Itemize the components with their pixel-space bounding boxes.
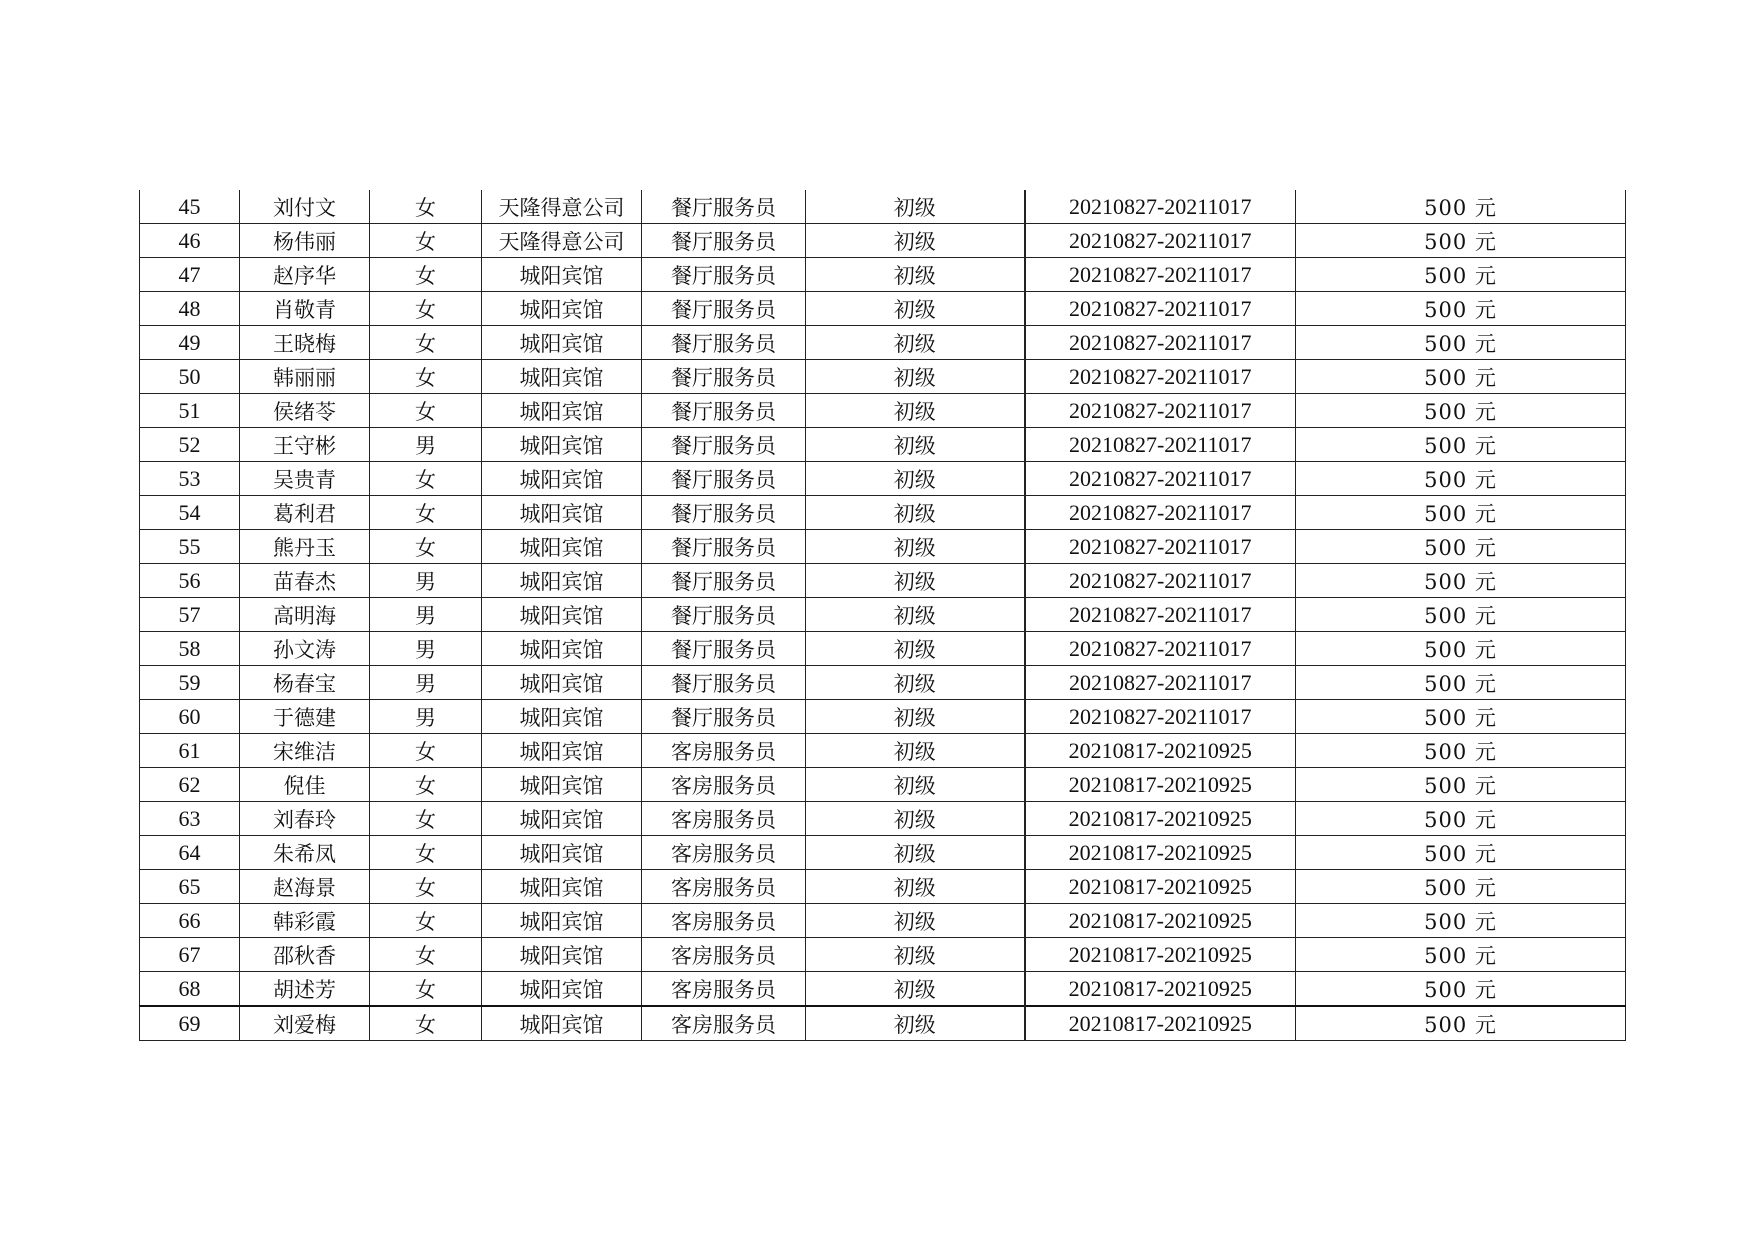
- company-cell: 城阳宾馆: [482, 666, 642, 700]
- table-row: [140, 734, 1626, 768]
- row-number-cell: 63: [140, 802, 240, 836]
- level-cell: 初级: [806, 972, 1025, 1007]
- job-title-cell: 客房服务员: [642, 836, 806, 870]
- gender-cell: 女: [370, 292, 482, 326]
- row-number-cell: 55: [140, 530, 240, 564]
- table-row: [140, 700, 1626, 734]
- level-cell: 初级: [806, 938, 1025, 972]
- row-number-cell: 57: [140, 598, 240, 632]
- company-cell: 天隆得意公司: [482, 190, 642, 224]
- row-number-cell: 46: [140, 224, 240, 258]
- name-cell: 宋维洁: [240, 734, 370, 768]
- level-cell: 初级: [806, 632, 1025, 666]
- training-period-cell: 20210827-20211017: [1025, 462, 1296, 496]
- row-number-cell: 59: [140, 666, 240, 700]
- level-cell: 初级: [806, 258, 1025, 292]
- level-cell: 初级: [806, 292, 1025, 326]
- training-period-cell: 20210827-20211017: [1025, 700, 1296, 734]
- training-period-cell: 20210827-20211017: [1025, 394, 1296, 428]
- gender-cell: 女: [370, 870, 482, 904]
- name-cell: 苗春杰: [240, 564, 370, 598]
- company-cell: 城阳宾馆: [482, 496, 642, 530]
- level-cell: 初级: [806, 734, 1025, 768]
- level-cell: 初级: [806, 496, 1025, 530]
- gender-cell: 女: [370, 734, 482, 768]
- job-title-cell: 餐厅服务员: [642, 292, 806, 326]
- training-period-cell: 20210827-20211017: [1025, 326, 1296, 360]
- gender-cell: 男: [370, 598, 482, 632]
- table-row: [140, 904, 1626, 938]
- gender-cell: 女: [370, 836, 482, 870]
- gender-cell: 男: [370, 700, 482, 734]
- training-period-cell: 20210827-20211017: [1025, 258, 1296, 292]
- name-cell: 邵秋香: [240, 938, 370, 972]
- table-row: [140, 768, 1626, 802]
- table-row: [140, 530, 1626, 564]
- company-cell: 城阳宾馆: [482, 938, 642, 972]
- name-cell: 熊丹玉: [240, 530, 370, 564]
- gender-cell: 男: [370, 632, 482, 666]
- company-cell: 城阳宾馆: [482, 462, 642, 496]
- level-cell: 初级: [806, 564, 1025, 598]
- gender-cell: 女: [370, 360, 482, 394]
- table-row: [140, 428, 1626, 462]
- amount-cell: 500 元: [1296, 190, 1626, 224]
- gender-cell: 女: [370, 904, 482, 938]
- row-number-cell: 54: [140, 496, 240, 530]
- job-title-cell: 客房服务员: [642, 870, 806, 904]
- company-cell: 城阳宾馆: [482, 292, 642, 326]
- row-number-cell: 48: [140, 292, 240, 326]
- name-cell: 肖敬青: [240, 292, 370, 326]
- row-number-cell: 56: [140, 564, 240, 598]
- name-cell: 王晓梅: [240, 326, 370, 360]
- job-title-cell: 餐厅服务员: [642, 666, 806, 700]
- row-number-cell: 60: [140, 700, 240, 734]
- training-period-cell: 20210827-20211017: [1025, 632, 1296, 666]
- training-period-cell: 20210817-20210925: [1025, 734, 1296, 768]
- training-period-cell: 20210817-20210925: [1025, 904, 1296, 938]
- row-number-cell: 45: [140, 190, 240, 224]
- amount-cell: 500 元: [1296, 768, 1626, 802]
- gender-cell: 女: [370, 258, 482, 292]
- job-title-cell: 餐厅服务员: [642, 598, 806, 632]
- gender-cell: 女: [370, 530, 482, 564]
- training-period-cell: 20210817-20210925: [1025, 768, 1296, 802]
- row-number-cell: 52: [140, 428, 240, 462]
- table-row: [140, 836, 1626, 870]
- company-cell: 城阳宾馆: [482, 836, 642, 870]
- table-row: [140, 870, 1626, 904]
- level-cell: 初级: [806, 394, 1025, 428]
- name-cell: 王守彬: [240, 428, 370, 462]
- job-title-cell: 餐厅服务员: [642, 462, 806, 496]
- gender-cell: 女: [370, 938, 482, 972]
- row-number-cell: 47: [140, 258, 240, 292]
- training-period-cell: 20210827-20211017: [1025, 496, 1296, 530]
- name-cell: 刘爱梅: [240, 1006, 370, 1041]
- table-row: [140, 292, 1626, 326]
- gender-cell: 女: [370, 496, 482, 530]
- company-cell: 城阳宾馆: [482, 326, 642, 360]
- level-cell: 初级: [806, 1006, 1025, 1041]
- gender-cell: 女: [370, 394, 482, 428]
- amount-cell: 500 元: [1296, 938, 1626, 972]
- level-cell: 初级: [806, 802, 1025, 836]
- row-number-cell: 69: [140, 1006, 240, 1041]
- row-number-cell: 68: [140, 972, 240, 1007]
- table-row: [140, 496, 1626, 530]
- level-cell: 初级: [806, 224, 1025, 258]
- level-cell: 初级: [806, 190, 1025, 224]
- amount-cell: 500 元: [1296, 326, 1626, 360]
- training-period-cell: 20210817-20210925: [1025, 870, 1296, 904]
- job-title-cell: 客房服务员: [642, 802, 806, 836]
- amount-cell: 500 元: [1296, 972, 1626, 1007]
- table-row: [140, 972, 1626, 1007]
- name-cell: 葛利君: [240, 496, 370, 530]
- table-body: [140, 190, 1626, 1041]
- job-title-cell: 餐厅服务员: [642, 258, 806, 292]
- row-number-cell: 66: [140, 904, 240, 938]
- level-cell: 初级: [806, 836, 1025, 870]
- amount-cell: 500 元: [1296, 870, 1626, 904]
- name-cell: 于德建: [240, 700, 370, 734]
- table-row: [140, 190, 1626, 224]
- training-period-cell: 20210827-20211017: [1025, 530, 1296, 564]
- table-row: [140, 938, 1626, 972]
- row-number-cell: 61: [140, 734, 240, 768]
- company-cell: 城阳宾馆: [482, 734, 642, 768]
- training-period-cell: 20210817-20210925: [1025, 938, 1296, 972]
- table-row: [140, 802, 1626, 836]
- row-number-cell: 58: [140, 632, 240, 666]
- level-cell: 初级: [806, 666, 1025, 700]
- table-row: [140, 224, 1626, 258]
- amount-cell: 500 元: [1296, 734, 1626, 768]
- gender-cell: 男: [370, 666, 482, 700]
- training-period-cell: 20210817-20210925: [1025, 836, 1296, 870]
- amount-cell: 500 元: [1296, 598, 1626, 632]
- amount-cell: 500 元: [1296, 224, 1626, 258]
- name-cell: 侯绪苓: [240, 394, 370, 428]
- gender-cell: 女: [370, 768, 482, 802]
- company-cell: 天隆得意公司: [482, 224, 642, 258]
- table-row: [140, 360, 1626, 394]
- row-number-cell: 53: [140, 462, 240, 496]
- row-number-cell: 51: [140, 394, 240, 428]
- row-number-cell: 62: [140, 768, 240, 802]
- row-number-cell: 49: [140, 326, 240, 360]
- amount-cell: 500 元: [1296, 394, 1626, 428]
- table-row: [140, 1006, 1626, 1041]
- training-period-cell: 20210817-20210925: [1025, 802, 1296, 836]
- amount-cell: 500 元: [1296, 564, 1626, 598]
- table-row: [140, 258, 1626, 292]
- amount-cell: 500 元: [1296, 360, 1626, 394]
- name-cell: 赵海景: [240, 870, 370, 904]
- name-cell: 韩彩霞: [240, 904, 370, 938]
- training-period-cell: 20210817-20210925: [1025, 972, 1296, 1007]
- level-cell: 初级: [806, 326, 1025, 360]
- level-cell: 初级: [806, 700, 1025, 734]
- subsidy-table: [139, 190, 1626, 1041]
- name-cell: 孙文涛: [240, 632, 370, 666]
- job-title-cell: 客房服务员: [642, 938, 806, 972]
- gender-cell: 女: [370, 462, 482, 496]
- amount-cell: 500 元: [1296, 258, 1626, 292]
- gender-cell: 女: [370, 1006, 482, 1041]
- training-period-cell: 20210827-20211017: [1025, 666, 1296, 700]
- name-cell: 高明海: [240, 598, 370, 632]
- job-title-cell: 餐厅服务员: [642, 700, 806, 734]
- row-number-cell: 64: [140, 836, 240, 870]
- training-period-cell: 20210827-20211017: [1025, 360, 1296, 394]
- name-cell: 倪佳: [240, 768, 370, 802]
- amount-cell: 500 元: [1296, 530, 1626, 564]
- company-cell: 城阳宾馆: [482, 802, 642, 836]
- gender-cell: 男: [370, 564, 482, 598]
- company-cell: 城阳宾馆: [482, 632, 642, 666]
- gender-cell: 女: [370, 802, 482, 836]
- job-title-cell: 餐厅服务员: [642, 394, 806, 428]
- company-cell: 城阳宾馆: [482, 768, 642, 802]
- name-cell: 刘付文: [240, 190, 370, 224]
- level-cell: 初级: [806, 768, 1025, 802]
- name-cell: 吴贵青: [240, 462, 370, 496]
- company-cell: 城阳宾馆: [482, 598, 642, 632]
- amount-cell: 500 元: [1296, 802, 1626, 836]
- level-cell: 初级: [806, 360, 1025, 394]
- training-period-cell: 20210827-20211017: [1025, 292, 1296, 326]
- name-cell: 杨春宝: [240, 666, 370, 700]
- training-period-cell: 20210827-20211017: [1025, 564, 1296, 598]
- row-number-cell: 50: [140, 360, 240, 394]
- job-title-cell: 餐厅服务员: [642, 530, 806, 564]
- gender-cell: 女: [370, 190, 482, 224]
- amount-cell: 500 元: [1296, 700, 1626, 734]
- table-row: [140, 462, 1626, 496]
- amount-cell: 500 元: [1296, 428, 1626, 462]
- job-title-cell: 客房服务员: [642, 1006, 806, 1041]
- table-row: [140, 666, 1626, 700]
- amount-cell: 500 元: [1296, 904, 1626, 938]
- amount-cell: 500 元: [1296, 666, 1626, 700]
- company-cell: 城阳宾馆: [482, 428, 642, 462]
- training-period-cell: 20210827-20211017: [1025, 598, 1296, 632]
- name-cell: 刘春玲: [240, 802, 370, 836]
- level-cell: 初级: [806, 870, 1025, 904]
- level-cell: 初级: [806, 904, 1025, 938]
- company-cell: 城阳宾馆: [482, 258, 642, 292]
- level-cell: 初级: [806, 428, 1025, 462]
- gender-cell: 女: [370, 972, 482, 1007]
- job-title-cell: 客房服务员: [642, 734, 806, 768]
- name-cell: 杨伟丽: [240, 224, 370, 258]
- level-cell: 初级: [806, 598, 1025, 632]
- amount-cell: 500 元: [1296, 1006, 1626, 1041]
- name-cell: 朱希凤: [240, 836, 370, 870]
- amount-cell: 500 元: [1296, 462, 1626, 496]
- job-title-cell: 餐厅服务员: [642, 564, 806, 598]
- company-cell: 城阳宾馆: [482, 564, 642, 598]
- gender-cell: 男: [370, 428, 482, 462]
- company-cell: 城阳宾馆: [482, 360, 642, 394]
- gender-cell: 女: [370, 224, 482, 258]
- company-cell: 城阳宾馆: [482, 530, 642, 564]
- gender-cell: 女: [370, 326, 482, 360]
- job-title-cell: 餐厅服务员: [642, 360, 806, 394]
- training-period-cell: 20210817-20210925: [1025, 1006, 1296, 1041]
- job-title-cell: 餐厅服务员: [642, 632, 806, 666]
- table-row: [140, 326, 1626, 360]
- amount-cell: 500 元: [1296, 836, 1626, 870]
- table-row: [140, 394, 1626, 428]
- training-period-cell: 20210827-20211017: [1025, 190, 1296, 224]
- amount-cell: 500 元: [1296, 292, 1626, 326]
- table-row: [140, 598, 1626, 632]
- job-title-cell: 餐厅服务员: [642, 224, 806, 258]
- company-cell: 城阳宾馆: [482, 972, 642, 1007]
- name-cell: 赵序华: [240, 258, 370, 292]
- level-cell: 初级: [806, 462, 1025, 496]
- job-title-cell: 餐厅服务员: [642, 428, 806, 462]
- training-period-cell: 20210827-20211017: [1025, 428, 1296, 462]
- table-row: [140, 564, 1626, 598]
- amount-cell: 500 元: [1296, 496, 1626, 530]
- training-period-cell: 20210827-20211017: [1025, 224, 1296, 258]
- company-cell: 城阳宾馆: [482, 904, 642, 938]
- row-number-cell: 67: [140, 938, 240, 972]
- job-title-cell: 客房服务员: [642, 768, 806, 802]
- job-title-cell: 餐厅服务员: [642, 326, 806, 360]
- level-cell: 初级: [806, 530, 1025, 564]
- row-number-cell: 65: [140, 870, 240, 904]
- job-title-cell: 客房服务员: [642, 972, 806, 1007]
- job-title-cell: 餐厅服务员: [642, 496, 806, 530]
- name-cell: 韩丽丽: [240, 360, 370, 394]
- company-cell: 城阳宾馆: [482, 1006, 642, 1041]
- company-cell: 城阳宾馆: [482, 870, 642, 904]
- company-cell: 城阳宾馆: [482, 394, 642, 428]
- company-cell: 城阳宾馆: [482, 700, 642, 734]
- amount-cell: 500 元: [1296, 632, 1626, 666]
- job-title-cell: 客房服务员: [642, 904, 806, 938]
- job-title-cell: 餐厅服务员: [642, 190, 806, 224]
- table-row: [140, 632, 1626, 666]
- name-cell: 胡述芳: [240, 972, 370, 1007]
